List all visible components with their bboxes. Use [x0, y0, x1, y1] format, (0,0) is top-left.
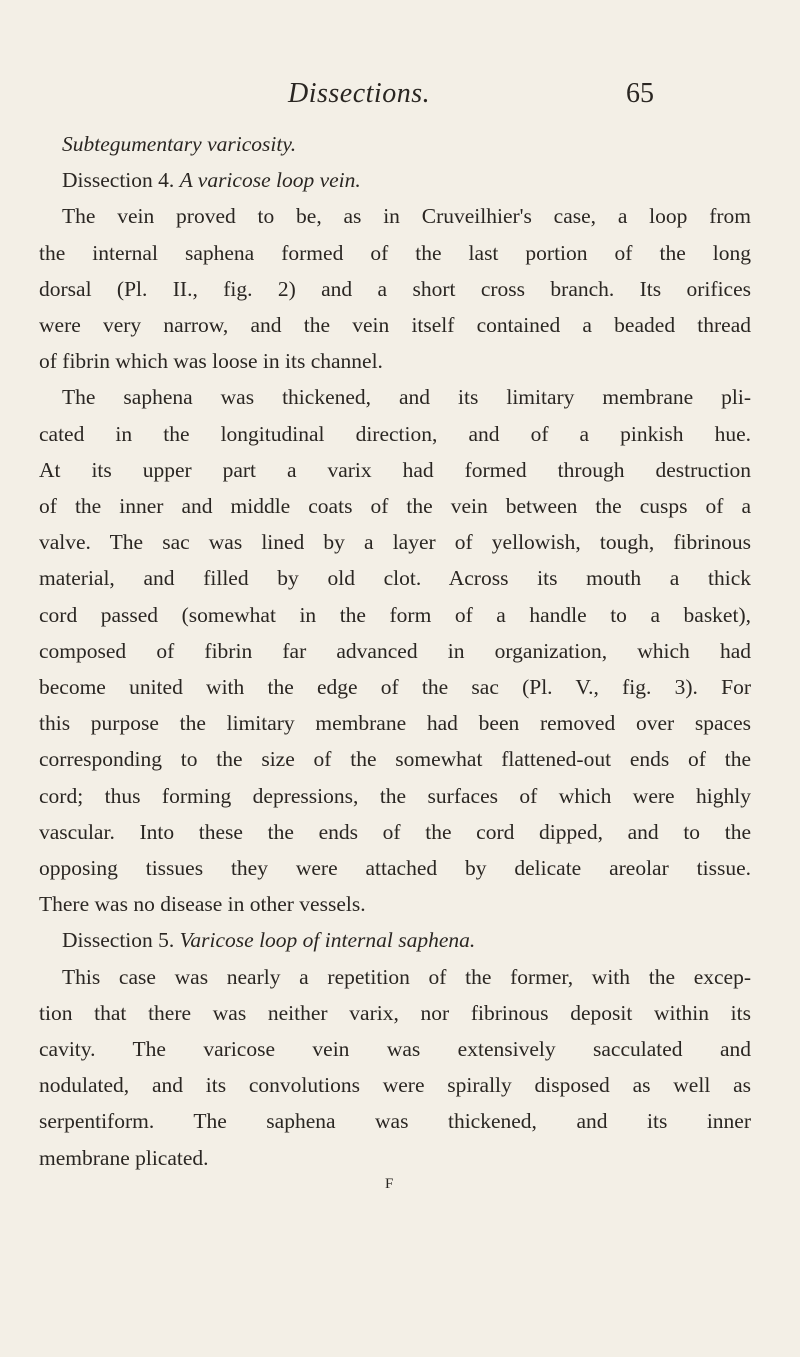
dissection-label: Dissection 4.	[62, 168, 180, 193]
text-line: Subtegumentary varicosity.	[62, 132, 297, 156]
text-line: the internal saphena formed of the last portion of the long	[39, 240, 751, 265]
dissection-title: Varicose loop of internal saphena.	[179, 928, 476, 953]
text-line: cord passed (somewhat in the form of a handle to a basket),	[39, 602, 751, 627]
text-line: material, and filled by old clot. Across its mouth a thick	[39, 566, 751, 591]
text-line: cord; thus forming depressions, the surfaces of which were highly	[39, 783, 751, 808]
text-line: cated in the longitudinal direction, and of a pinkish hue.	[39, 421, 751, 446]
text-line: tion that there was neither varix, nor fibrinous deposit within its	[39, 1000, 751, 1025]
text-line: composed of fibrin far advanced in organization, which had	[39, 638, 751, 663]
signature-mark: F	[385, 1176, 395, 1192]
text-line: The saphena was thickened, and its limitary membrane pli-	[62, 385, 751, 410]
text-line: The vein proved to be, as in Cruveilhier's case, a loop from	[62, 204, 751, 229]
text-line: membrane plicated.	[39, 1145, 209, 1170]
dissection-label: Dissection 5.	[62, 928, 180, 953]
text-line: of fibrin which was loose in its channel.	[39, 349, 383, 374]
text-line: corresponding to the size of the somewhat flattened-out ends of the	[39, 747, 751, 772]
text-line: At its upper part a varix had formed through destruction	[39, 457, 751, 482]
text-line	[39, 922, 751, 958]
text-line: nodulated, and its convolutions were spirally disposed as well as	[39, 1073, 751, 1098]
text-line: of the inner and middle coats of the vein between the cusps of a	[39, 494, 751, 519]
page-number: 65	[626, 78, 654, 109]
text-line: this purpose the limitary membrane had been removed over spaces	[39, 711, 751, 736]
text-line: become united with the edge of the sac (Pl. V., fig. 3). For	[39, 675, 751, 700]
text-line: serpentiform. The saphena was thickened, and its inner	[39, 1109, 751, 1134]
running-title: Dissections.	[288, 78, 431, 109]
text-line: dorsal (Pl. II., fig. 2) and a short cross branch. Its orifices	[39, 276, 751, 301]
text-line: This case was nearly a repetition of the former, with the excep-	[62, 964, 751, 989]
text-line: were very narrow, and the vein itself contained a beaded thread	[39, 313, 751, 338]
page-header	[0, 78, 800, 118]
text-line: There was no disease in other vessels.	[39, 892, 366, 917]
text-line: cavity. The varicose vein was extensively sacculated and	[39, 1037, 751, 1062]
text-line: vascular. Into these the ends of the cord dipped, and to the	[39, 819, 751, 844]
text-line: valve. The sac was lined by a layer of yellowish, tough, fibrinous	[39, 530, 751, 555]
text-line	[39, 162, 751, 198]
dissection-title: A varicose loop vein.	[179, 168, 361, 193]
body-text	[39, 126, 751, 1176]
text-line: opposing tissues they were attached by delicate areolar tissue.	[39, 856, 751, 881]
